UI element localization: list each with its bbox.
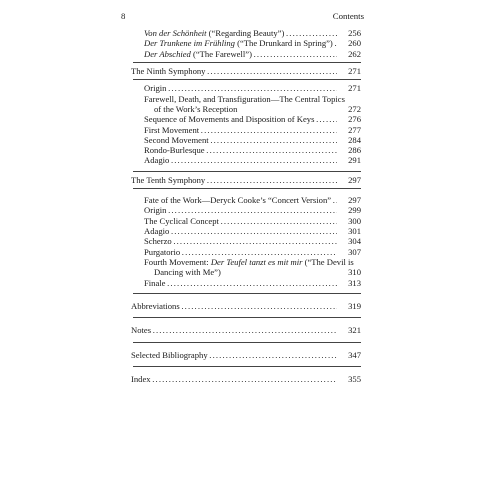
toc-entry[interactable]: Rondo-Burlesque . . . 286 <box>144 145 361 155</box>
toc-page: 277 <box>348 124 361 135</box>
toc-page: 271 <box>348 83 361 94</box>
toc-page: 299 <box>348 205 361 216</box>
toc-page: 300 <box>348 215 361 226</box>
divider <box>133 171 361 172</box>
toc-chapter-index[interactable]: Index . . . 355 <box>131 374 361 384</box>
toc-entry[interactable]: Origin . . . 299 <box>144 205 361 215</box>
divider <box>133 342 361 343</box>
divider <box>133 317 361 318</box>
table-of-contents <box>133 28 361 384</box>
toc-page: 260 <box>348 38 361 49</box>
song-entries <box>144 28 361 59</box>
toc-page: 284 <box>348 134 361 145</box>
toc-entry[interactable]: Der Abschied (“The Farewell”) . . . 262 <box>144 49 361 59</box>
toc-entry[interactable]: Der Trunkene im Frühling (“The Drunkard in Spring”) . . . 260 <box>144 38 361 48</box>
toc-page: 276 <box>348 114 361 125</box>
toc-entry[interactable]: Sequence of Movements and Disposition of Keys . . . 276 <box>144 114 361 124</box>
toc-page: 310 <box>348 267 361 278</box>
divider <box>133 366 361 367</box>
toc-entry[interactable]: Scherzo . . . 304 <box>144 236 361 246</box>
toc-page: 256 <box>348 28 361 38</box>
toc-entry[interactable]: Purgatorio . . . 307 <box>144 247 361 257</box>
toc-page: 271 <box>348 65 361 76</box>
toc-page: 313 <box>348 277 361 288</box>
running-head: Contents <box>332 11 364 21</box>
divider <box>133 79 361 80</box>
toc-entry[interactable]: Adagio . . . 301 <box>144 226 361 236</box>
toc-page: 297 <box>348 195 361 206</box>
toc-entry[interactable]: Second Movement . . . 284 <box>144 135 361 145</box>
page-header <box>121 11 364 22</box>
toc-entry[interactable]: Fourth Movement: Der Teufel tanzt es mit mir (“The Devil is Dancing with Me”) 310 <box>144 256 361 278</box>
toc-entry[interactable]: Von der Schönheit (“Regarding Beauty”) . . . 256 <box>144 28 361 38</box>
page-number: 8 <box>121 11 126 21</box>
toc-page: 262 <box>348 48 361 59</box>
toc-entry[interactable]: Finale . . . 313 <box>144 278 361 288</box>
toc-entry[interactable]: Adagio . . . 291 <box>144 155 361 165</box>
toc-entry[interactable]: First Movement . . . 277 <box>144 125 361 135</box>
toc-page: 291 <box>348 155 361 166</box>
toc-chapter-tenth[interactable]: The Tenth Symphony . . . 297 <box>131 175 361 185</box>
divider <box>133 62 361 63</box>
toc-page: 319 <box>348 300 361 311</box>
toc-entry[interactable]: Farewell, Death, and Transfiguration—The Central Topics of the Work’s Reception 272 <box>144 93 361 114</box>
toc-page: 321 <box>348 325 361 336</box>
toc-entry[interactable]: The Cyclical Concept . . . 300 <box>144 216 361 226</box>
toc-page: 272 <box>348 103 361 114</box>
toc-chapter-abbreviations[interactable]: Abbreviations . . . 319 <box>131 301 361 311</box>
ninth-entries <box>144 83 361 166</box>
toc-page: 304 <box>348 236 361 247</box>
toc-chapter-ninth[interactable]: The Ninth Symphony . . . 271 <box>131 66 361 76</box>
toc-page: 355 <box>348 373 361 384</box>
toc-page: 297 <box>348 174 361 185</box>
toc-page: 301 <box>348 226 361 236</box>
toc-page: 286 <box>348 145 361 156</box>
divider <box>133 293 361 294</box>
tenth-entries <box>144 195 361 288</box>
toc-chapter-notes[interactable]: Notes . . . 321 <box>131 325 361 335</box>
toc-chapter-bibliography[interactable]: Selected Bibliography . . . 347 <box>131 350 361 360</box>
toc-page: 307 <box>348 246 361 257</box>
toc-page: 347 <box>348 349 361 360</box>
divider <box>133 188 361 189</box>
toc-entry[interactable]: Origin . . . 271 <box>144 83 361 93</box>
toc-entry[interactable]: Fate of the Work—Deryck Cooke’s “Concert Version” . . . 297 <box>144 195 361 205</box>
